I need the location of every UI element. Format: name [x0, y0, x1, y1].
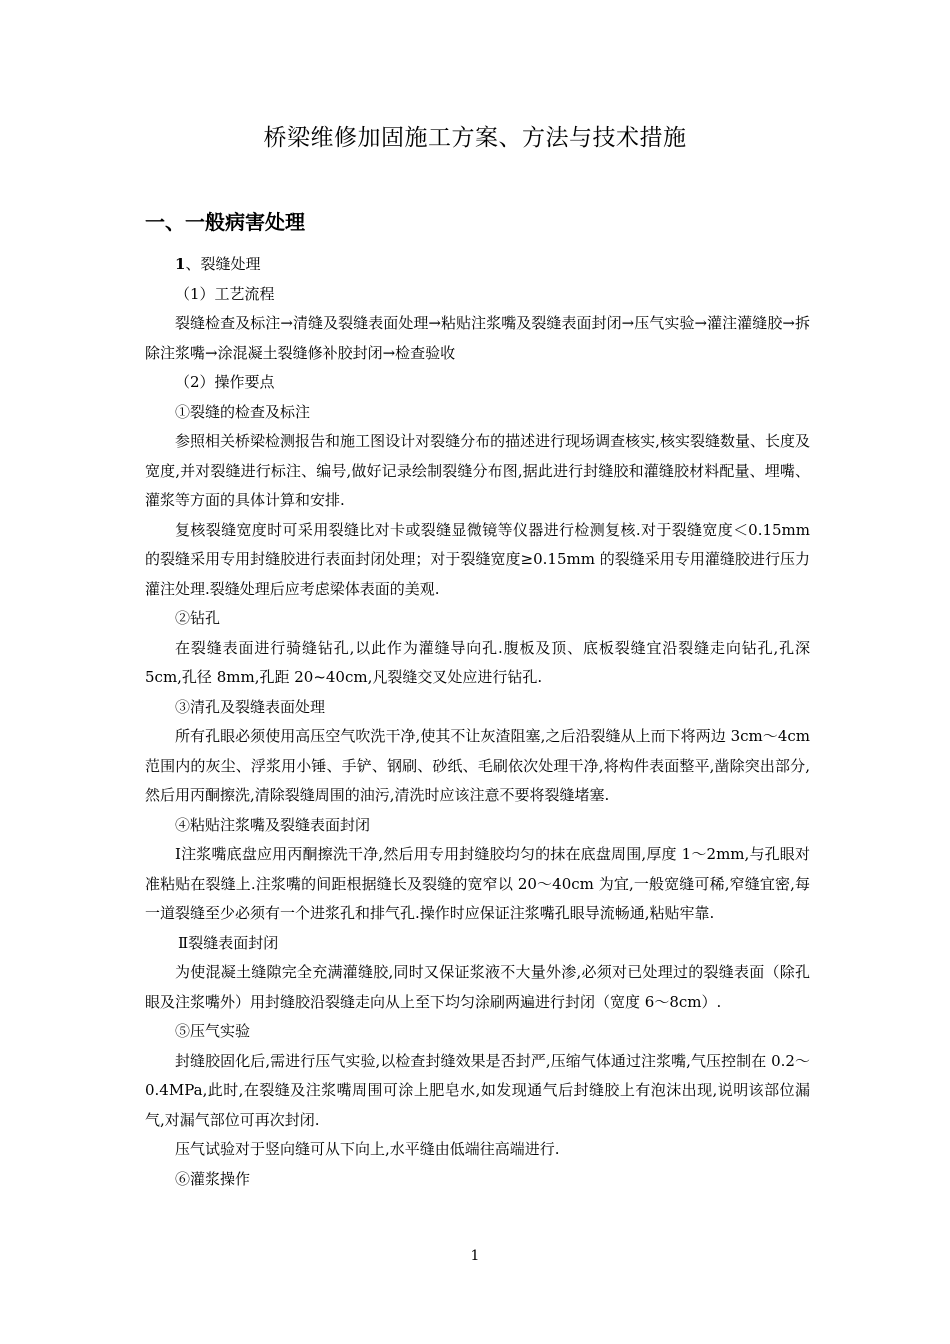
body-paragraph: 所有孔眼必须使用高压空气吹洗干净,使其不让灰渣阻塞,之后沿裂缝从上而下将两边 3cm～4cm 范围内的灰尘、浮浆用小锤、手铲、钢刷、砂纸、毛刷依次处理干净,将构件表面整平,凿除突出部分,然后用丙酮擦洗,清除裂缝周围的油污,清洗时应该注意不要将裂缝堵塞.	[145, 727, 810, 804]
item-heading: ⑤压气实验	[175, 1022, 251, 1040]
subsection-heading	[145, 250, 810, 280]
body-paragraph: 封缝胶固化后,需进行压气实验,以检查封缝效果是否封严,压缩气体通过注浆嘴,气压控制在 0.2～0.4MPa,此时,在裂缝及注浆嘴周围可涂上肥皂水,如发现通气后封缝胶上有泡沫出现,说明该部位漏气,对漏气部位可再次封闭.	[145, 1051, 810, 1129]
item-heading: ⑥灌浆操作	[175, 1169, 251, 1188]
page-number: 1	[470, 1248, 480, 1264]
body-paragraph: 压气试验对于竖向缝可从下向上,水平缝由低端往高端进行.	[175, 1140, 560, 1158]
body-paragraph: 参照相关桥梁检测报告和施工图设计对裂缝分布的描述进行现场调查核实,核实裂缝数量、长度及宽度,并对裂缝进行标注、编号,做好记录绘制裂缝分布图,据此进行封缝胶和灌缝胶材料配量、埋嘴、灌浆等方面的具体计算和安排.	[145, 432, 810, 509]
body-paragraph: 为使混凝土缝隙完全充满灌缝胶,同时又保证浆液不大量外渗,必须对已处理过的裂缝表面（除孔眼及注浆嘴外）用封缝胶沿裂缝走向从上至下均匀涂刷两遍进行封闭（宽度 6～8cm）.	[145, 963, 810, 1011]
body-paragraph: 裂缝检查及标注→清缝及裂缝表面处理→粘贴注浆嘴及裂缝表面封闭→压气实验→灌注灌缝胶→拆除注浆嘴→涂混凝土裂缝修补胶封闭→检查验收	[145, 314, 810, 362]
body-paragraph: 在裂缝表面进行骑缝钻孔,以此作为灌缝导向孔.腹板及顶、底板裂缝宜沿裂缝走向钻孔,孔深 5cm,孔径 8mm,孔距 20~40cm,凡裂缝交叉处应进行钻孔.	[145, 638, 810, 686]
item-heading: Ⅱ裂缝表面封闭	[178, 933, 279, 952]
item-heading: （2）操作要点	[175, 373, 275, 391]
item-heading: ①裂缝的检查及标注	[175, 402, 311, 421]
subsection-label: 、裂缝处理	[185, 255, 261, 273]
item-heading: （1）工艺流程	[175, 284, 275, 303]
document-title: 桥梁维修加固施工方案、方法与技术措施	[263, 125, 687, 151]
document-body	[145, 250, 810, 1194]
body-paragraph: Ⅰ注浆嘴底盘应用丙酮擦洗干净,然后用专用封缝胶均匀的抹在底盘周围,厚度 1～2mm,与孔眼对准粘贴在裂缝上.注浆嘴的间距根据缝长及裂缝的宽窄以 20～40cm 为宜,一般宽缝可稀,窄缝宜密,每一道裂缝至少必须有一个进浆孔和排气孔.操作时应保证注浆嘴孔眼导流畅通,粘贴牢靠.	[145, 845, 810, 922]
body-paragraph: 复核裂缝宽度时可采用裂缝比对卡或裂缝显微镜等仪器进行检测复核.对于裂缝宽度＜0.15mm 的裂缝采用专用封缝胶进行表面封闭处理；对于裂缝宽度≥0.15mm 的裂缝采用专用灌缝胶进行压力灌注处理.裂缝处理后应考虑梁体表面的美观.	[145, 520, 810, 598]
item-heading: ③清孔及裂缝表面处理	[175, 697, 326, 716]
item-heading: ②钻孔	[175, 609, 221, 627]
item-heading: ④粘贴注浆嘴及裂缝表面封闭	[175, 815, 371, 834]
subsection-number: 1	[175, 255, 186, 273]
section-heading: 一、一般病害处理	[145, 210, 305, 234]
